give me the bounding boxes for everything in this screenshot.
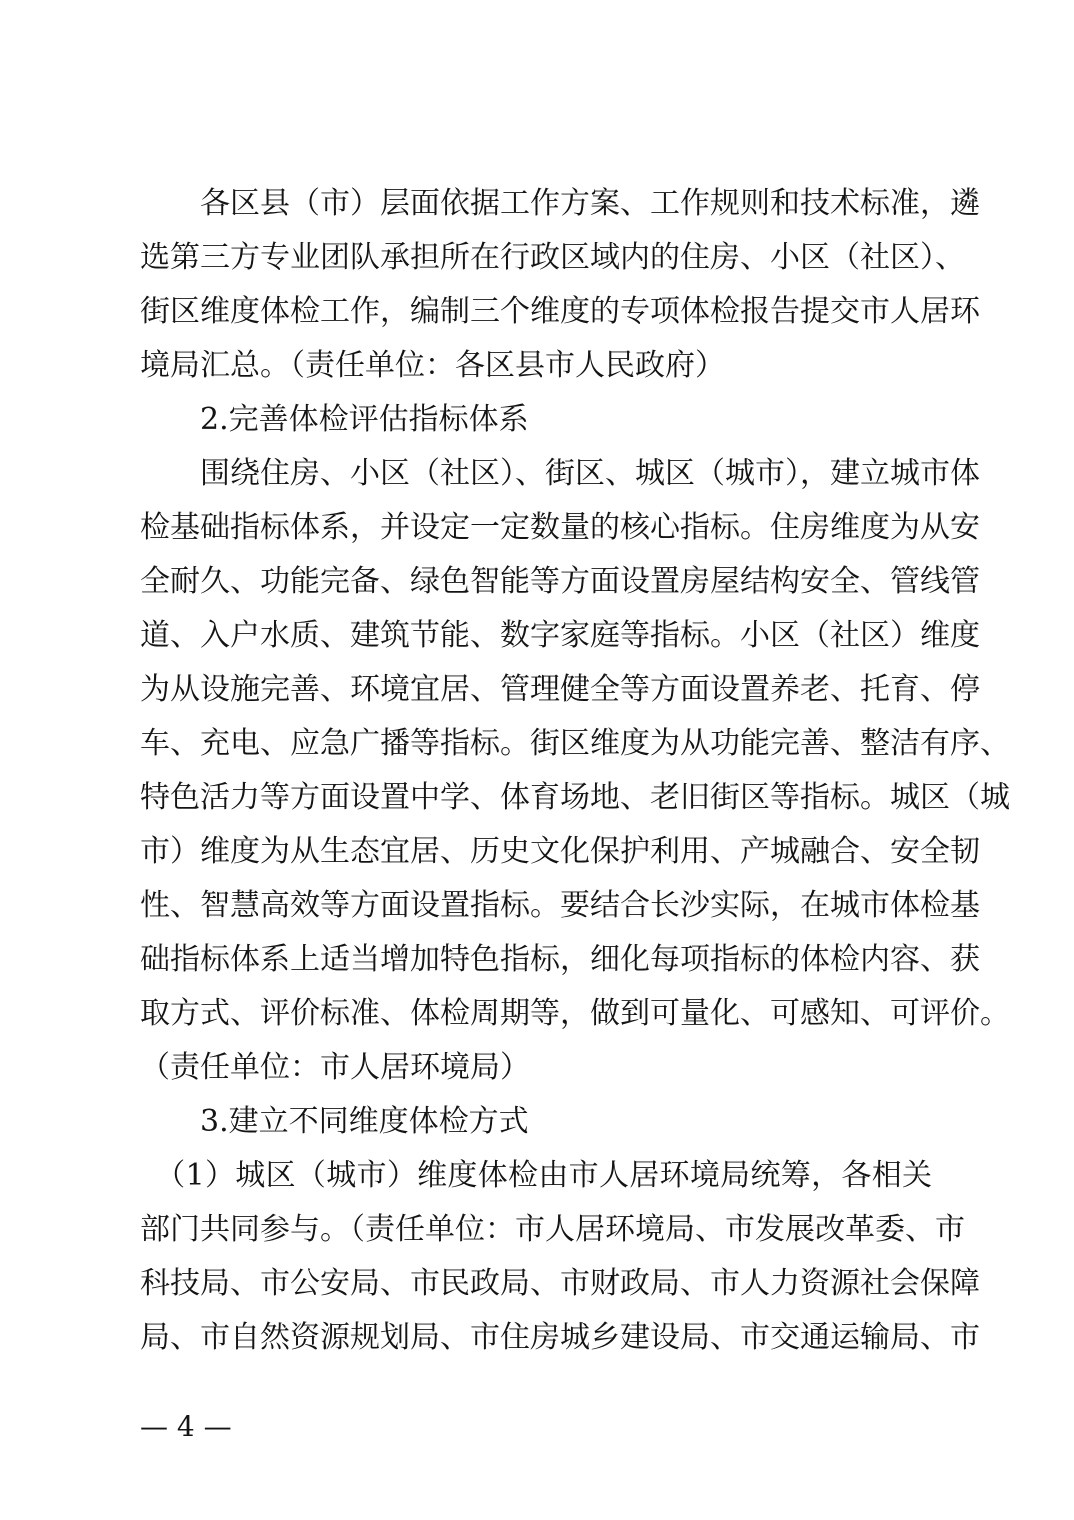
paragraph-line: 础指标体系上适当增加特色指标，细化每项指标的体检内容、获 <box>140 942 980 977</box>
section-heading: 3.建立不同维度体检方式 <box>140 1104 529 1139</box>
paragraph-line: 取方式、评价标准、体检周期等，做到可量化、可感知、可评价。 <box>140 996 1010 1031</box>
paragraph-line: 街区维度体检工作，编制三个维度的专项体检报告提交市人居环 <box>140 294 980 329</box>
paragraph-line: 性、智慧高效等方面设置指标。要结合长沙实际，在城市体检基 <box>140 888 980 923</box>
section-heading: 2.完善体检评估指标体系 <box>140 402 529 437</box>
paragraph-line: 市）维度为从生态宜居、历史文化保护利用、产城融合、安全韧 <box>140 834 980 869</box>
paragraph-line: 道、入户水质、建筑节能、数字家庭等指标。小区（社区）维度 <box>140 618 980 653</box>
paragraph-line: 全耐久、功能完备、绿色智能等方面设置房屋结构安全、管线管 <box>140 564 980 599</box>
paragraph-line: 车、充电、应急广播等指标。街区维度为从功能完善、整洁有序、 <box>140 726 1010 761</box>
page-number: — 4 — <box>140 1410 232 1443</box>
paragraph-line: （责任单位：市人居环境局） <box>140 1050 530 1085</box>
paragraph-line: 各区县（市）层面依据工作方案、工作规则和技术标准，遴 <box>140 186 980 221</box>
paragraph-line: 科技局、市公安局、市民政局、市财政局、市人力资源社会保障 <box>140 1266 980 1301</box>
paragraph-line: 选第三方专业团队承担所在行政区域内的住房、小区（社区）、 <box>140 240 965 275</box>
paragraph-line: 围绕住房、小区（社区）、街区、城区（城市），建立城市体 <box>140 456 980 491</box>
paragraph-line: 特色活力等方面设置中学、体育场地、老旧街区等指标。城区（城 <box>140 780 1010 815</box>
paragraph-line: 局、市自然资源规划局、市住房城乡建设局、市交通运输局、市 <box>140 1320 980 1355</box>
paragraph-line: 境局汇总。（责任单位：各区县市人民政府） <box>140 348 725 383</box>
paragraph-line: 为从设施完善、环境宜居、管理健全等方面设置养老、托育、停 <box>140 672 980 707</box>
paragraph-line: （1）城区（城市）维度体检由市人居环境局统筹，各相关 <box>140 1158 932 1193</box>
paragraph-line: 部门共同参与。（责任单位：市人居环境局、市发展改革委、市 <box>140 1212 965 1247</box>
paragraph-line: 检基础指标体系，并设定一定数量的核心指标。住房维度为从安 <box>140 510 980 545</box>
